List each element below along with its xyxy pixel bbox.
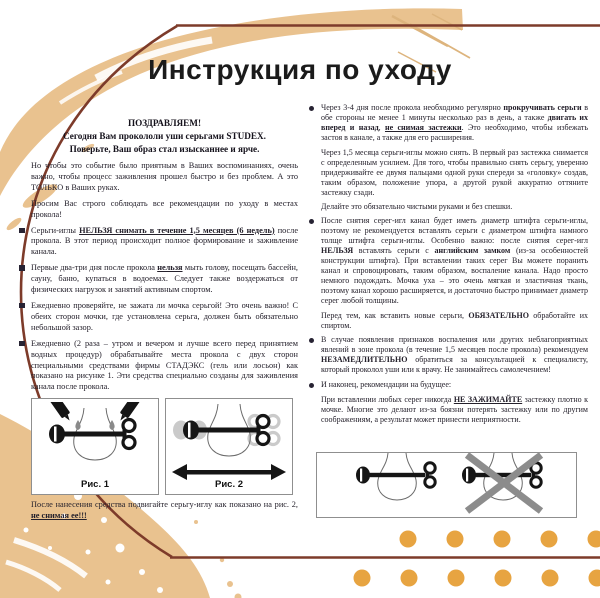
earring-stud-icon <box>183 416 269 445</box>
paragraph-clean-hands: Делайте это обязательно чистыми руками и без спешки. <box>321 202 513 211</box>
after-figures-paragraph: После нанесения средства подвигайте серьгу-иглу как показано на рис. 2, не снимая ее!!! <box>31 500 298 521</box>
bullet-no-removal-text: Серьги-иглы НЕЛЬЗЯ снимать в течение 1,5 месяцев (6 недель) после прокола. В этот период происходит полное формирование и заживление канала. <box>31 225 298 257</box>
figure-2-earlobe-motion-illustration <box>166 402 292 490</box>
gel-drop-left <box>75 420 80 430</box>
round-bullet-icon <box>309 383 314 388</box>
paragraph-no-clamp: При вставлении любых серег никогда НЕ ЗАЖИМАЙТЕ застежку плотно к мочке. Многие это делают из-за боязни потерять застежку или по другим соображениям, а результат может принести неприятности. <box>321 395 588 424</box>
dot-row-lower <box>354 570 600 587</box>
bullet-daily-treatment <box>31 339 298 394</box>
bullet-rotate-earrings-text: Через 3-4 дня после прокола необходимо регулярно прокручивать серьги в обе стороны не менее 1 минуты несколько раз в день, а также двигать их вперед и назад, не снимая застежки. Это необходимо, чтобы избежать застоя в канале, а также для его расширения. <box>321 103 589 142</box>
round-bullet-icon <box>309 106 314 111</box>
bullet-inflammation <box>309 335 588 375</box>
bullet-no-removal <box>31 226 298 259</box>
gel-tube-left-icon <box>47 402 74 423</box>
figure-1-earlobe-gel-illustration <box>32 402 158 482</box>
paragraph-alcohol-treatment: Перед тем, как вставить новые серьги, ОБЯЗАТЕЛЬНО обработайте их спиртом. <box>321 311 588 330</box>
clasp-do-dont-figure <box>316 452 577 518</box>
square-bullet-icon <box>19 303 25 309</box>
round-bullet-icon <box>309 338 314 343</box>
bullet-no-washing-text: Первые два-три дня после прокола нельзя мыть голову, посещать бассейн, сауну, баню, купаться в водоемах. Следует также воздержаться от физических нагрузок и занятий активным спортом. <box>31 263 298 295</box>
earring-stud-icon <box>49 420 135 449</box>
figure-1-box <box>31 398 159 495</box>
gel-drop-right <box>109 420 114 430</box>
bullet-check-lobe <box>31 301 298 334</box>
bullet-no-washing <box>31 263 298 296</box>
bullet-channel-diameter-text: После снятия серег-игл канал будет иметь диаметр штифта серьги-иглы, поэтому не рекомендуется вставлять серьги с диаметром штифта намного толще штифта серьги-иглы. Особенно важно: после снятия серег-игл НЕЛЬЗЯ вставлять серьги с английским замком (из-за особенностей конструкции штифта). При вставлении таких серег Вы можете поранить канал и спровоцировать, таким образом, воспаление канала. Надо просто немного подождать. Мочка уха – это очень мягкая и эластичная ткань, поэтому канал хорошо расширяется, и достаточно быстро принимает диаметр серег любой толщины. <box>321 216 589 305</box>
bullet-channel-diameter <box>309 216 588 306</box>
congrats-line-1: ПОЗДРАВЛЯЕМ! <box>127 118 202 128</box>
figure-2-box <box>165 398 293 495</box>
dot-row-upper <box>400 531 600 548</box>
right-column <box>309 103 588 429</box>
congrats-block <box>31 117 298 156</box>
intro-paragraph: Но чтобы это событие было приятным в Ваших воспоминаниях, очень важно, чтобы процесс заживления прошел быстро и без проблем. А это ТОЛЬКО в Ваших руках. <box>31 161 298 192</box>
figure-1-label: Рис. 1 <box>80 479 110 491</box>
left-column <box>31 117 298 527</box>
bullet-inflammation-text: В случае появления признаков воспаления или других неблагоприятных явлений в зоне прокола (в течение 1,5 месяцев после прокола) рекомендуем НЕЗАМЕДЛИТЕЛЬНО обратиться за консультацией к специалисту, который проколол уши или к врачу. Не занимайтесь самолечением! <box>321 335 588 374</box>
bullet-future-recommendations <box>309 380 588 390</box>
bullet-check-lobe-text: Ежедневно проверяйте, не зажата ли мочка серьгой! Это очень важно! С обеих сторон мочки, где установлена серьга, должен быть обязательно небольшой зазор. <box>31 300 298 332</box>
earring-stud-icon <box>356 463 435 487</box>
bullet-daily-treatment-text: Ежедневно (2 раза – утром и вечером и лучше всего перед принятием водных процедур) обрабатывайте места прокола с двух сторон специальными средствами фирмы СТАДЭКС (гель или лосьон) как показано на рисунке 1. Эти средства специально созданы для заживления канала после прокола. <box>31 338 298 392</box>
request-paragraph: Просим Вас строго соблюдать все рекомендации по уходу в местах прокола! <box>31 198 298 219</box>
square-bullet-icon <box>19 228 25 234</box>
square-bullet-icon <box>19 341 25 347</box>
round-bullet-icon <box>309 219 314 224</box>
clasp-correct-incorrect-illustration <box>317 453 576 517</box>
congrats-line-2: Сегодня Вам прокололи уши серьгами STUDEX. <box>63 131 266 141</box>
congrats-line-3: Поверьте, Ваш образ стал изысканнее и ярче. <box>69 144 260 154</box>
bullet-future-recommendations-text: И наконец, рекомендации на будущее: <box>321 380 452 389</box>
bullet-rotate-earrings <box>309 103 588 143</box>
figure-2-label: Рис. 2 <box>214 479 244 491</box>
paragraph-removal-after-6-weeks: Через 1,5 месяца серьги-иглы можно снять. В первый раз застежка снимается с определенным усилием. Для того, чтобы правильно снять серьгу, уверенно придерживайте ее двумя пальцами одной руки спереди за «головку» создав, таким образом, положение упора, а другой рукой аккуратно оттяните застежку сзади. <box>321 148 588 197</box>
back-and-forth-arrow-icon <box>172 464 286 480</box>
square-bullet-icon <box>19 265 25 271</box>
page-title: Инструкция по уходу <box>148 54 452 85</box>
figures-row <box>31 398 298 495</box>
